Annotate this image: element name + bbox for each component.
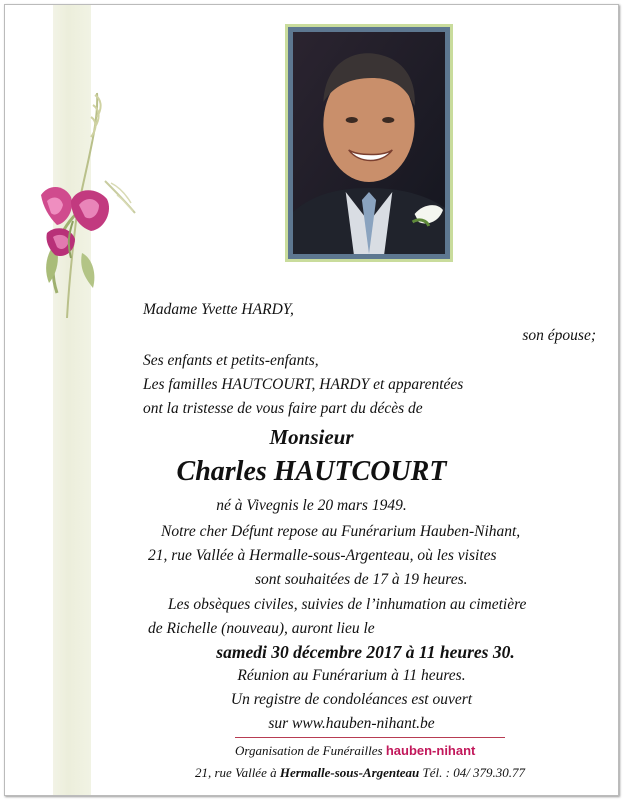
deceased-name: Charles HAUTCOURT	[176, 456, 447, 487]
spouse-name: Madame Yvette HARDY,	[143, 301, 294, 318]
address-prefix: 21, rue Vallée à	[195, 765, 280, 780]
phone-number: Tél. : 04/ 379.30.77	[419, 765, 526, 780]
address-city: Hermalle-sous-Argenteau	[279, 765, 420, 780]
funeral-date: samedi 30 décembre 2017 à 11 heures 30.	[216, 642, 515, 662]
rest-line-1: Notre cher Défunt repose au Funérarium Hauben-Nihant,	[161, 523, 521, 540]
family-line-1: Ses enfants et petits-enfants,	[143, 352, 319, 369]
rest-line-3: sont souhaitées de 17 à 19 heures.	[255, 571, 468, 588]
family-line-2: Les familles HAUTCOURT, HARDY et apparentées	[143, 376, 464, 393]
rest-line-2: 21, rue Vallée à Hermalle-sous-Argenteau, où les visites	[148, 547, 497, 564]
portrait-frame	[285, 24, 453, 262]
portrait-photo	[293, 32, 445, 254]
organisation-label: Organisation de Funérailles	[235, 743, 386, 758]
funeral-line-2: de Richelle (nouveau), auront lieu le	[148, 620, 375, 637]
obituary-card	[4, 4, 619, 796]
footer-address	[195, 765, 525, 781]
footer-organisation	[235, 743, 475, 759]
funeral-line-1: Les obsèques civiles, suivies de l’inhumation au cimetière	[168, 596, 527, 613]
meeting-line: Réunion au Funérarium à 11 heures.	[237, 667, 466, 684]
family-line-3: ont la tristesse de vous faire part du décès de	[143, 400, 423, 417]
register-line-1: Un registre de condoléances est ouvert	[230, 691, 473, 708]
register-line-2: sur www.hauben-nihant.be	[268, 715, 435, 732]
spouse-role: son épouse;	[522, 327, 596, 344]
calla-lily-illustration	[27, 83, 147, 323]
deceased-title: Monsieur	[269, 425, 354, 449]
footer-divider	[235, 737, 505, 738]
brand-logo-text: hauben-nihant	[385, 743, 476, 758]
birth-line: né à Vivegnis le 20 mars 1949.	[216, 497, 407, 514]
